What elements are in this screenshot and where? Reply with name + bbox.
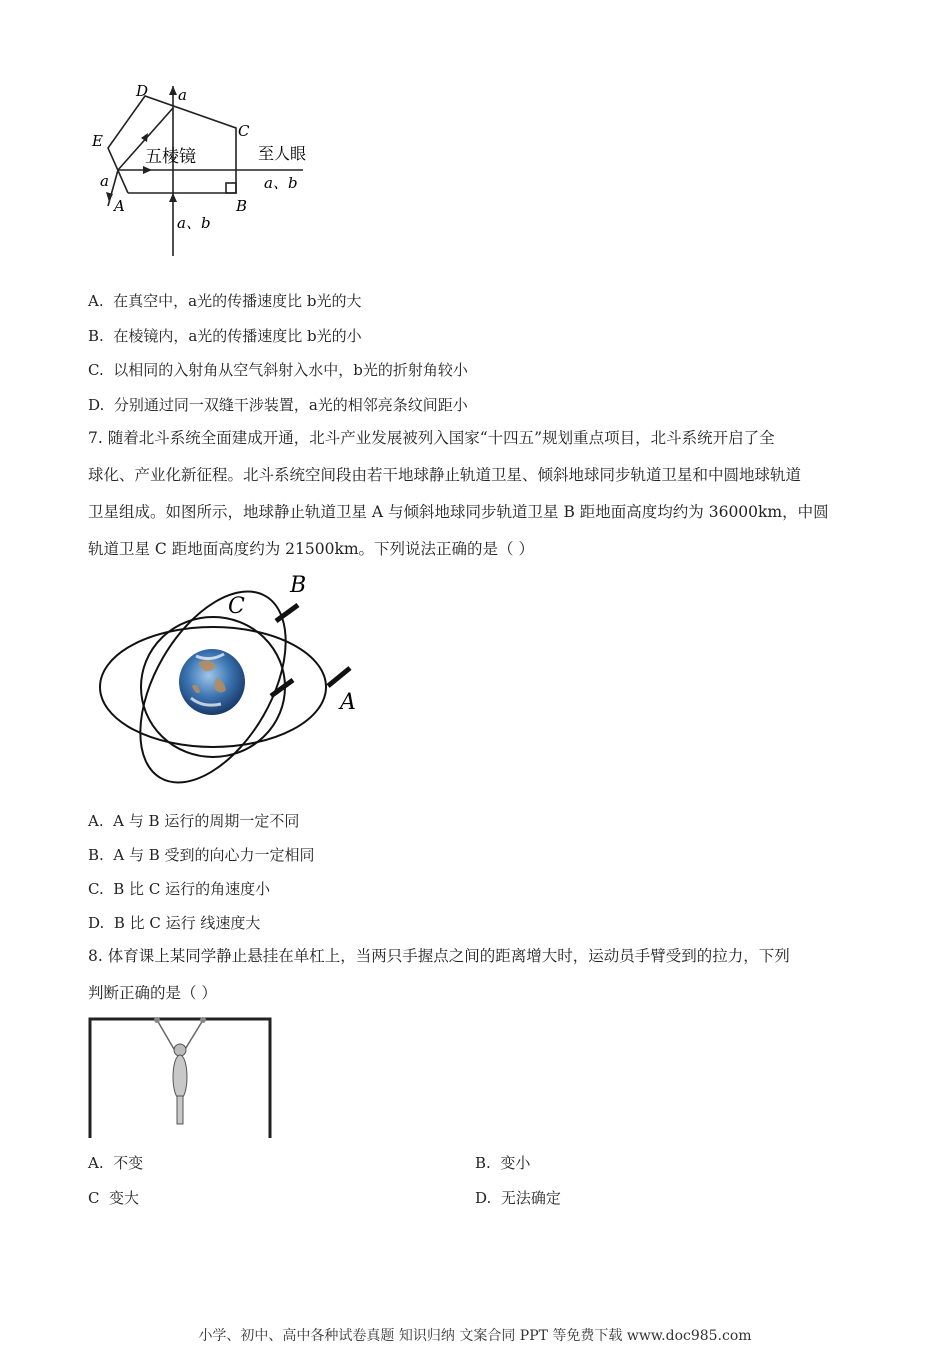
label-A: A bbox=[340, 690, 356, 715]
orbit-figure bbox=[96, 568, 366, 793]
label-prism: 五棱镜 bbox=[145, 147, 196, 167]
q8-option-a: A. 不变 bbox=[88, 1154, 144, 1172]
q6-option-c: C. 以相同的入射角从空气斜射入水中，b光的折射角较小 bbox=[88, 361, 468, 379]
q8-option-d: D. 无法确定 bbox=[475, 1189, 561, 1207]
q6-option-d: D. 分别通过同一双缝干涉装置，a光的相邻亮条纹间距小 bbox=[88, 396, 468, 414]
q7-option-c: C. B 比 C 运行的角速度小 bbox=[88, 880, 271, 898]
label-ray-ab-right: a、b bbox=[264, 174, 298, 192]
label-C: C bbox=[238, 122, 250, 140]
q7-option-b: B. A 与 B 受到的向心力一定相同 bbox=[88, 846, 315, 864]
page-footer: 小学、初中、高中各种试卷真题 知识归纳 文案合同 PPT 等免费下载 www.doc985.com bbox=[198, 1328, 752, 1344]
q6-option-a: A. 在真空中，a光的传播速度比 b光的大 bbox=[88, 292, 362, 310]
pentaprism-figure bbox=[88, 78, 328, 260]
person-head bbox=[174, 1044, 186, 1056]
label-B: B bbox=[290, 573, 307, 598]
satellite-a-icon bbox=[328, 668, 350, 686]
label-ray-a-left: a bbox=[100, 172, 109, 190]
pullup-bar-figure bbox=[86, 1014, 276, 1140]
label-A: A bbox=[114, 197, 125, 215]
q6-option-b: B. 在棱镜内，a光的传播速度比 b光的小 bbox=[88, 327, 362, 345]
person-body bbox=[173, 1055, 187, 1099]
label-ray-a-top: a bbox=[178, 86, 187, 104]
label-C: C bbox=[228, 594, 245, 619]
satellite-c-icon bbox=[271, 680, 293, 696]
q7-option-a: A. A 与 B 运行的周期一定不同 bbox=[88, 812, 300, 830]
label-E: E bbox=[92, 132, 103, 150]
q7-option-d: D. B 比 C 运行 线速度大 bbox=[88, 914, 261, 932]
q7-stem: 7. 随着北斗系统全面建成开通，北斗产业发展被列入国家“十四五”规划重点项目，北斗系统开启了全 球化、产业化新征程。北斗系统空间段由若干地球静止轨道卫星、倾斜地球同步轨道卫星和中圆地球轨道 卫星组成。如图所示，地球静止轨道卫星 A 与倾斜地球同步轨道卫星 B 距地面高度均约为 36000km，中圆 轨道卫星 C 距地面高度约为 21500km。下列说法正确的是（ ） bbox=[88, 429, 829, 558]
label-to-eye: 至人眼 bbox=[258, 144, 307, 163]
q8-stem: 8. 体育课上某同学静止悬挂在单杠上，当两只手握点之间的距离增大时，运动员手臂受到的拉力，下列 判断正确的是（ ） bbox=[88, 947, 790, 1002]
label-B: B bbox=[236, 197, 248, 215]
q8-option-b: B. 变小 bbox=[475, 1154, 531, 1172]
q8-option-c: C 变大 bbox=[88, 1189, 140, 1207]
label-D: D bbox=[136, 82, 149, 100]
label-ray-ab-bottom: a、b bbox=[177, 214, 211, 232]
